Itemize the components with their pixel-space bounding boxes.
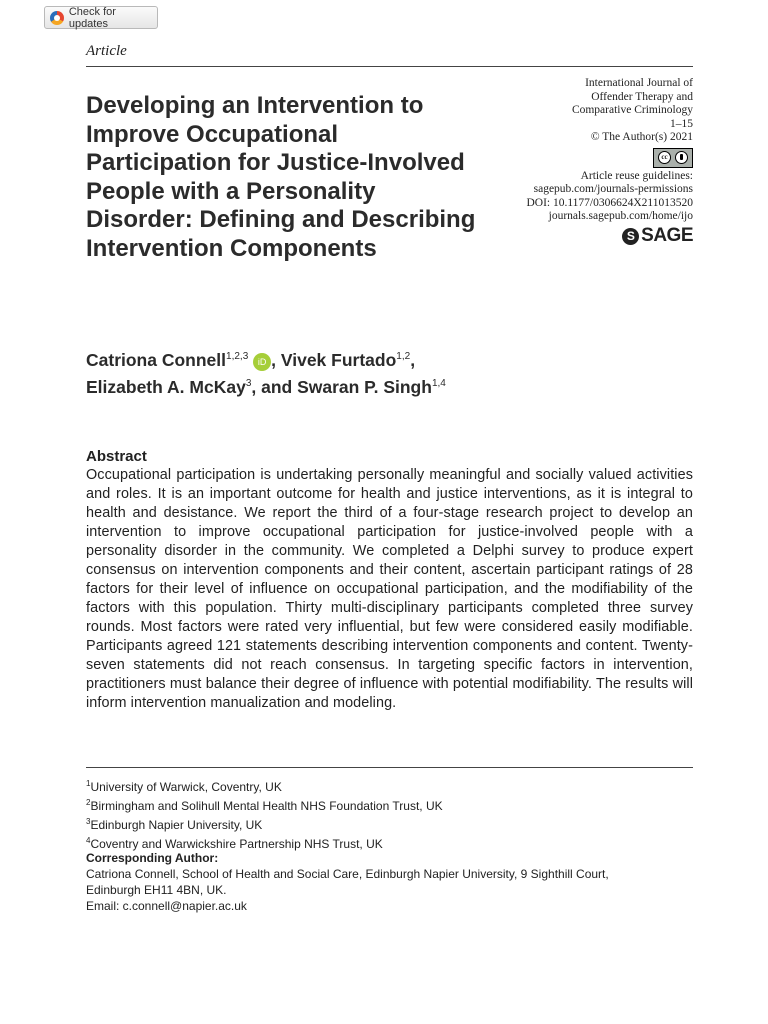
cc-license-badge[interactable] — [653, 148, 693, 168]
affiliation-text: Coventry and Warwickshire Partnership NHS Trust, UK — [90, 837, 383, 851]
author-name: , Vivek Furtado — [271, 349, 397, 370]
reuse-guidelines-label: Article reuse guidelines: — [580, 169, 693, 182]
author-name: Elizabeth A. McKay — [86, 376, 246, 397]
affiliation-item — [86, 795, 693, 814]
journal-name-line1: International Journal of — [585, 77, 693, 89]
cc-icon: cc — [658, 151, 671, 164]
paper-title: Developing an Intervention to Improve Occupational Participation for Justice-Involved People with a Personality Disorder: Defining and Describing Intervention Components — [86, 92, 476, 262]
journal-home-link[interactable]: journals.sagepub.com/home/ijo — [548, 210, 693, 222]
affiliation-number: 4 — [86, 836, 91, 845]
check-for-updates-button[interactable] — [44, 6, 158, 29]
corresponding-email[interactable]: Email: c.connell@napier.ac.uk — [86, 899, 247, 913]
corresponding-author — [86, 850, 693, 914]
author-separator: , — [410, 349, 416, 370]
affiliation-item — [86, 814, 693, 833]
page-range: 1–15 — [670, 117, 693, 130]
affiliation-number: 2 — [86, 798, 91, 807]
affiliation-text: University of Warwick, Coventry, UK — [90, 780, 282, 794]
affiliation-list — [86, 776, 693, 852]
affiliation-text: Birmingham and Solihull Mental Health NHS Foundation Trust, UK — [90, 799, 443, 813]
publisher-name: SAGE — [641, 225, 693, 247]
author-name: Catriona Connell — [86, 349, 227, 370]
footnote-divider — [86, 767, 693, 768]
crossmark-icon — [50, 11, 64, 25]
article-type-label: Article — [86, 43, 127, 59]
journal-info — [473, 77, 693, 245]
orcid-icon[interactable]: iD — [253, 353, 271, 371]
abstract-heading: Abstract — [86, 448, 147, 465]
attribution-icon — [675, 151, 688, 164]
affiliation-number: 1 — [86, 779, 91, 788]
affiliation-number: 3 — [86, 817, 91, 826]
affiliation-text: Edinburgh Napier University, UK — [90, 818, 263, 832]
copyright: © The Author(s) 2021 — [590, 131, 693, 143]
author-affiliation-marker: 3 — [245, 377, 252, 389]
author-affiliation-marker: 1,2,3 — [226, 351, 249, 362]
author-name: , and Swaran P. Singh — [251, 376, 432, 397]
journal-name-line2: Offender Therapy and — [591, 90, 693, 103]
corresponding-address-line1: Catriona Connell, School of Health and Social Care, Edinburgh Napier University, 9 Sighthill Court, — [86, 867, 609, 881]
check-for-updates-label: Check for updates — [68, 5, 116, 30]
sage-logo — [622, 225, 693, 247]
author-list — [86, 345, 696, 399]
permissions-link[interactable]: sagepub.com/journals-permissions — [533, 183, 693, 195]
journal-name-line3: Comparative Criminology — [571, 104, 693, 116]
corresponding-heading: Corresponding Author: — [86, 851, 219, 865]
abstract-text: Occupational participation is undertaking personally meaningful and socially valued activities and roles. It is an important outcome for health and justice interventions, as it is integral to health and desistance. We report the third of a four-stage research project to develop an intervention to improve occupational participation for justice-involved people with a personality disorder in the community. We completed a Delphi survey to produce expert consensus on intervention components and their content, ascertain participant ratings of 28 factors for their level of influence on occupational participation, and the modifiability of the factors with this population. Thirty multi-disciplinary participants completed three survey rounds. Most factors were rated very influential, but few were considered easily modifiable. Participants agreed 121 statements describing intervention components and content. Twenty-seven statements did not reach consensus. In targeting specific factors in intervention, practitioners must balance their degree of influence with potential modifiability. The results will inform intervention manualization and modeling. — [86, 467, 693, 711]
doi[interactable]: DOI: 10.1177/0306624X211013520 — [526, 196, 693, 209]
header-divider — [86, 66, 693, 67]
affiliation-item — [86, 776, 693, 795]
sage-mark-icon: S — [622, 228, 639, 245]
corresponding-address-line2: Edinburgh EH11 4BN, UK. — [86, 883, 227, 897]
author-affiliation-marker: 1,4 — [431, 377, 446, 389]
author-affiliation-marker: 1,2 — [396, 351, 411, 362]
